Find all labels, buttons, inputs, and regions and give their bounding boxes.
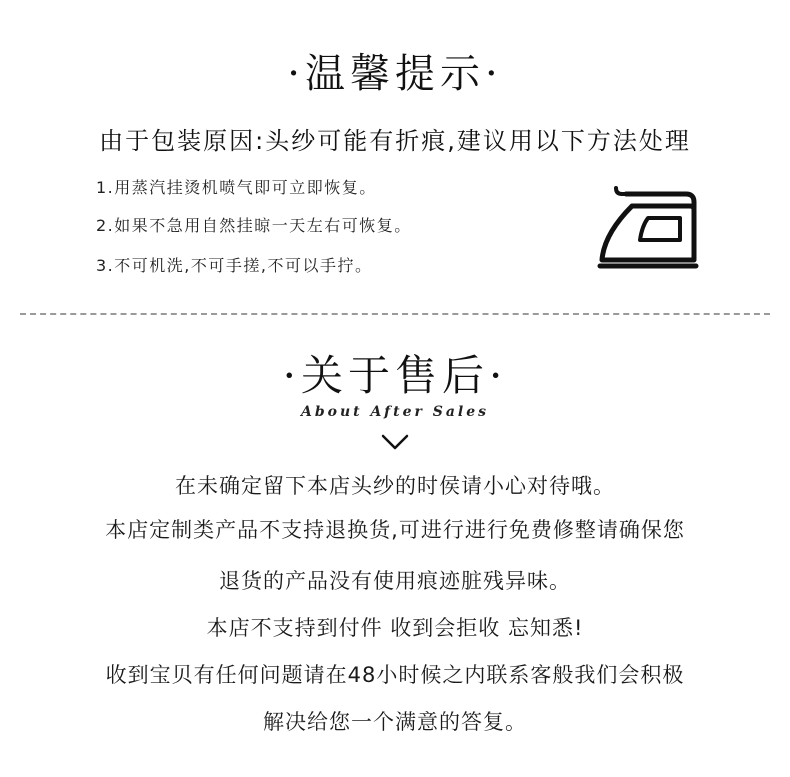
notice-tip: 1.用蒸汽挂烫机喷气即可立即恢复。 [96, 178, 377, 197]
steam-iron-icon [596, 180, 700, 270]
dashed-divider [20, 313, 770, 315]
after-sales-line: 收到宝贝有任何问题请在48小时候之内联系客般我们会积极 [105, 663, 685, 687]
after-sales-line: 退货的产品没有使用痕迹脏残异味。 [219, 569, 571, 593]
after-sales-title: ·关于售后· [282, 351, 508, 400]
chevron-down-icon [380, 432, 410, 452]
notice-reason: 由于包装原因:头纱可能有折痕,建议用以下方法处理 [99, 127, 691, 155]
after-sales-line: 本店定制类产品不支持退换货,可进行进行免费修整请确保您 [105, 518, 685, 542]
after-sales-line: 在未确定留下本店头纱的时侯请小心对待哦。 [175, 474, 615, 498]
after-sales-line: 本店不支持到付件 收到会拒收 忘知悉! [206, 616, 584, 640]
after-sales-line: 解决给您一个满意的答复。 [263, 710, 527, 734]
notice-tip: 2.如果不急用自然挂晾一天左右可恢复。 [96, 216, 412, 235]
notice-tip: 3.不可机洗,不可手搓,不可以手拧。 [96, 256, 373, 275]
after-sales-subtitle: About After Sales [300, 404, 490, 420]
notice-title: ·温馨提示· [287, 51, 503, 97]
